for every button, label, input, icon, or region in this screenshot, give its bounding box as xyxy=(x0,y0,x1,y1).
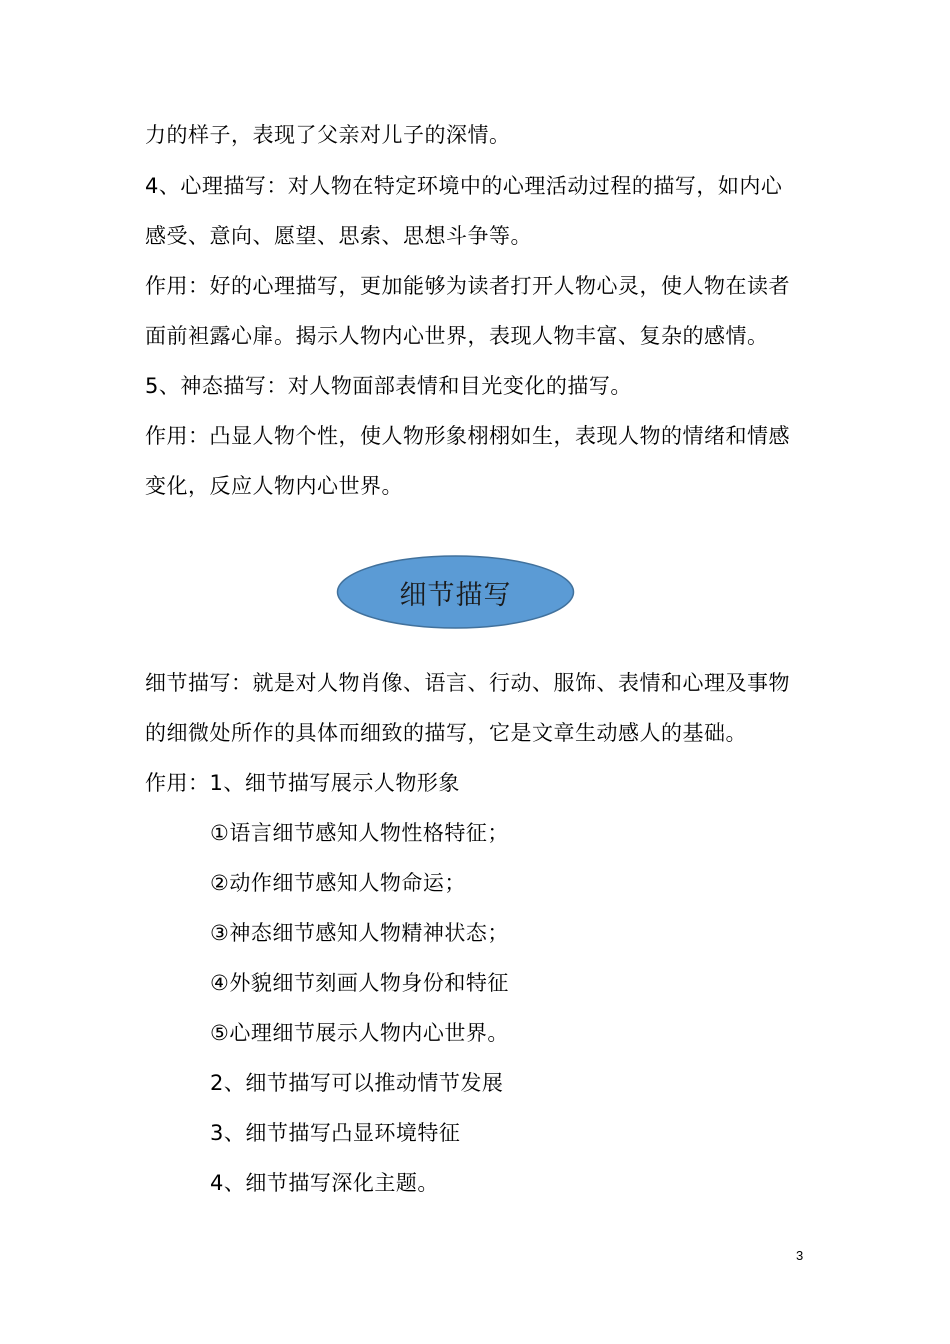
list-item: ③神态细节感知人物精神状态； xyxy=(210,921,509,945)
section-heading: 细节描写 xyxy=(399,579,512,611)
section-heading-ellipse xyxy=(336,554,575,642)
list-item: ④外貌细节刻画人物身份和特征 xyxy=(210,971,509,995)
text-line: 作用：1、细节描写展示人物形象 xyxy=(145,771,460,795)
page-number: 3 xyxy=(796,1248,804,1263)
text-line: 感受、意向、愿望、思索、思想斗争等。 xyxy=(145,224,532,248)
text-line: 面前袒露心扉。揭示人物内心世界，表现人物丰富、复杂的感情。 xyxy=(145,324,769,348)
list-item: 3、细节描写凸显环境特征 xyxy=(210,1121,461,1145)
list-item: ⑤心理细节展示人物内心世界。 xyxy=(210,1021,509,1045)
text-line: 5、神态描写：对人物面部表情和目光变化的描写。 xyxy=(145,374,632,398)
text-line: 4、心理描写：对人物在特定环境中的心理活动过程的描写，如内心 xyxy=(145,174,783,198)
text-line: 变化，反应人物内心世界。 xyxy=(145,474,403,498)
list-item: 2、细节描写可以推动情节发展 xyxy=(210,1071,504,1095)
text-line: 的细微处所作的具体而细致的描写，它是文章生动感人的基础。 xyxy=(145,721,747,745)
list-item: ①语言细节感知人物性格特征； xyxy=(210,821,509,845)
text-line: 力的样子，表现了父亲对儿子的深情。 xyxy=(145,123,511,147)
list-item: ②动作细节感知人物命运； xyxy=(210,871,466,895)
text-line: 作用：好的心理描写，更加能够为读者打开人物心灵，使人物在读者 xyxy=(145,274,790,298)
text-line: 作用：凸显人物个性，使人物形象栩栩如生，表现人物的情绪和情感 xyxy=(145,424,790,448)
list-item: 4、细节描写深化主题。 xyxy=(210,1171,439,1195)
text-line: 细节描写：就是对人物肖像、语言、行动、服饰、表情和心理及事物 xyxy=(145,671,790,695)
